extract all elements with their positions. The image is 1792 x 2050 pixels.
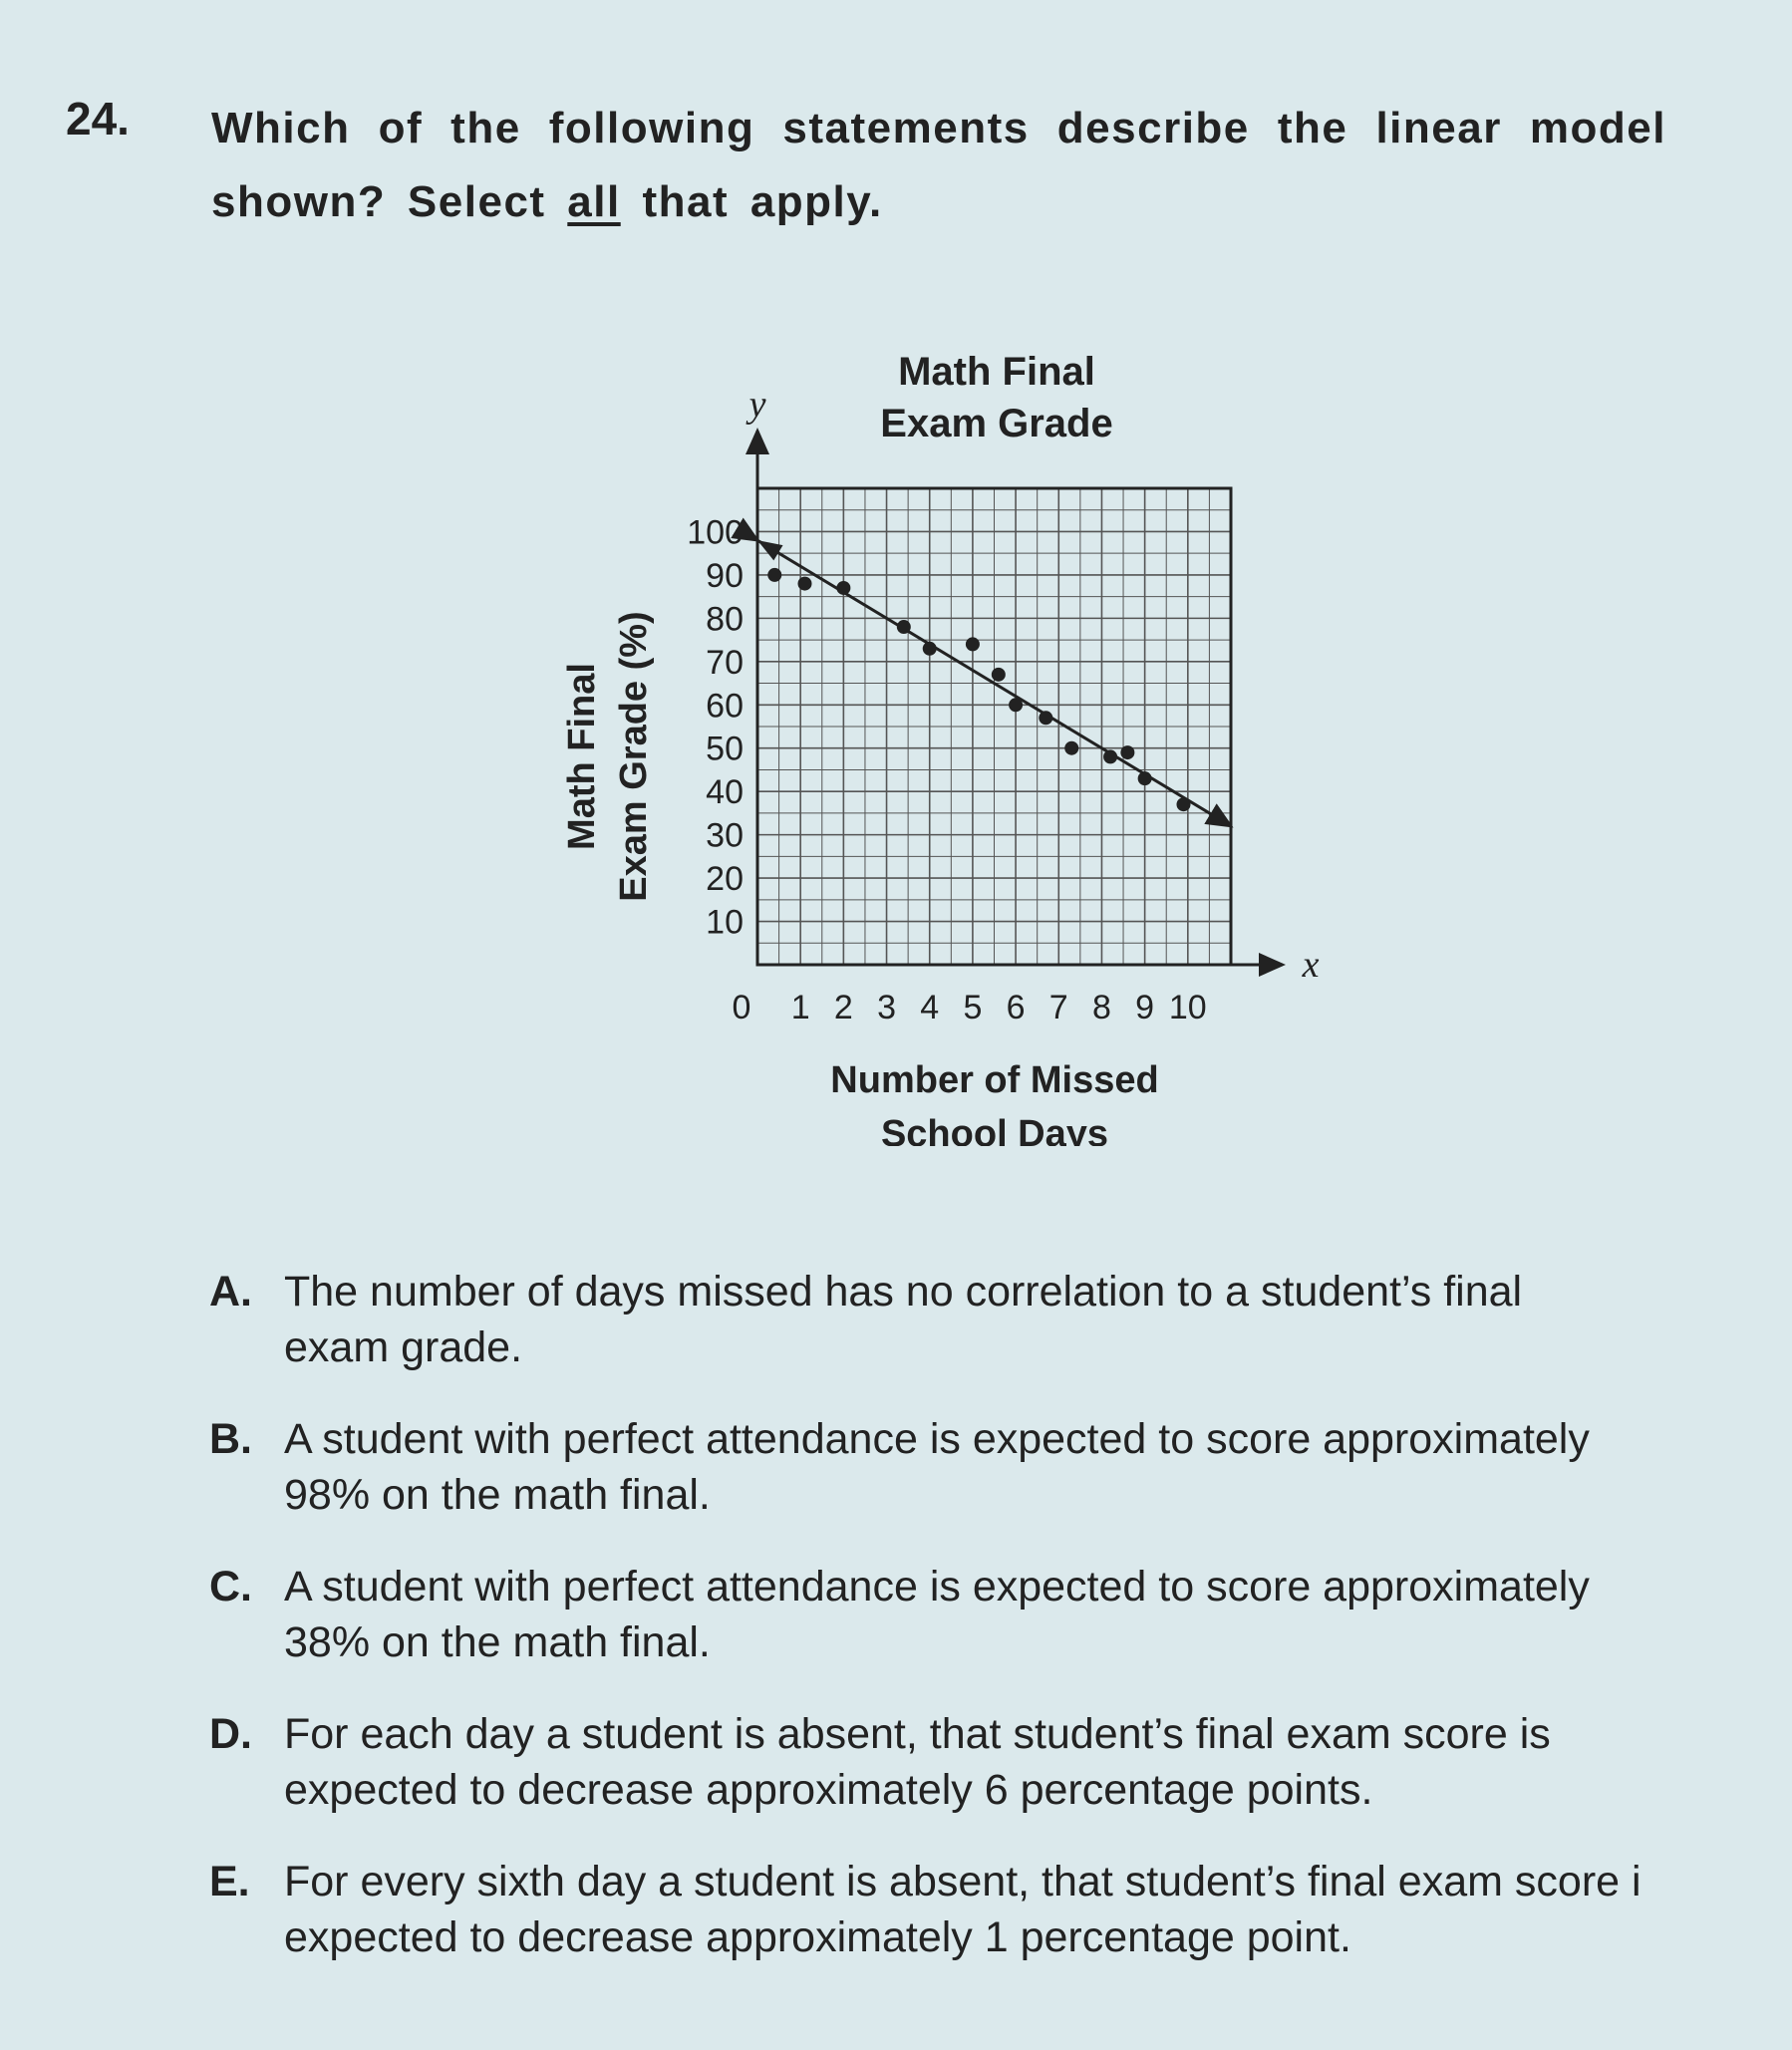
- data-point: [1138, 771, 1152, 785]
- data-point: [1177, 797, 1191, 811]
- y-tick-label: 40: [706, 773, 744, 812]
- y-tick-label: 10: [706, 903, 744, 942]
- y-tick-label: 90: [706, 556, 744, 595]
- choice-text-line: A student with perfect attendance is expected to score approximately: [284, 1563, 1590, 1611]
- y-tick-label: 70: [706, 643, 744, 682]
- choice-text-line: For each day a student is absent, that student’s final exam score is: [284, 1710, 1551, 1758]
- choice-text-line: A student with perfect attendance is expected to score approximately: [284, 1415, 1590, 1463]
- y-axis-label: Math Final: [561, 663, 603, 850]
- data-point: [966, 637, 980, 651]
- y-tick-label: 30: [706, 816, 744, 855]
- x-tick-label: 7: [1048, 989, 1068, 1026]
- choice-text-line: 38% on the math final.: [284, 1618, 711, 1666]
- data-point: [1103, 749, 1117, 763]
- x-tick-label: 10: [1168, 989, 1207, 1026]
- choice-letter: A.: [209, 1268, 252, 1316]
- x-tick-label: 9: [1135, 989, 1155, 1026]
- x-tick-label: 4: [920, 989, 940, 1026]
- choice-d[interactable]: [209, 1706, 1792, 1818]
- x-tick-label: 3: [877, 989, 897, 1026]
- choice-letter: E.: [209, 1858, 250, 1905]
- data-point: [1009, 698, 1023, 712]
- data-point: [1064, 741, 1078, 755]
- data-point: [992, 668, 1006, 682]
- y-axis-variable: y: [748, 384, 766, 426]
- data-point: [767, 568, 781, 582]
- data-point: [923, 642, 937, 656]
- y-axis-label: Exam Grade (%): [613, 611, 655, 902]
- x-tick-label: 1: [790, 989, 810, 1026]
- chart: [0, 329, 1792, 1151]
- choice-text-line: exam grade.: [284, 1323, 523, 1371]
- data-point: [836, 581, 850, 595]
- choice-a[interactable]: [209, 1264, 1792, 1375]
- question-number: 24.: [66, 93, 130, 145]
- question-text-before: Which of the following statements describe the linear model shown? Select: [211, 104, 1666, 226]
- question-text: [211, 92, 1666, 239]
- x-axis-variable: x: [1302, 944, 1320, 986]
- y-tick-label: 100: [687, 513, 744, 552]
- x-tick-label-origin: 0: [732, 989, 751, 1026]
- chart-title: Math Final: [898, 350, 1095, 394]
- answer-choices: [209, 1264, 1792, 2001]
- y-tick-label: 60: [706, 687, 744, 726]
- scatter-chart: [0, 329, 1792, 1146]
- choice-c[interactable]: [209, 1559, 1792, 1670]
- choice-b[interactable]: [209, 1411, 1792, 1523]
- data-point: [798, 577, 812, 591]
- choice-text-line: 98% on the math final.: [284, 1471, 711, 1519]
- choice-letter: C.: [209, 1563, 252, 1611]
- choice-text-line: expected to decrease approximately 1 percentage point.: [284, 1913, 1351, 1961]
- chart-title: Exam Grade: [880, 402, 1113, 445]
- y-tick-label: 50: [706, 730, 744, 768]
- data-point: [1039, 711, 1052, 725]
- choice-letter: D.: [209, 1710, 252, 1758]
- choice-letter: B.: [209, 1415, 252, 1463]
- choice-text-line: The number of days missed has no correlation to a student’s final: [284, 1268, 1523, 1316]
- data-point: [897, 620, 911, 634]
- question-text-underlined: all: [567, 177, 621, 226]
- x-axis-label: Number of Missed: [830, 1059, 1159, 1101]
- y-tick-label: 80: [706, 600, 744, 639]
- choice-e[interactable]: [209, 1854, 1792, 1965]
- choice-text-line: expected to decrease approximately 6 percentage points.: [284, 1766, 1373, 1814]
- x-tick-label: 6: [1006, 989, 1026, 1026]
- y-tick-label: 20: [706, 860, 744, 899]
- question-text-after: that apply.: [620, 177, 883, 226]
- x-tick-label: 5: [963, 989, 983, 1026]
- choice-text-line: For every sixth day a student is absent, that student’s final exam score i: [284, 1858, 1642, 1905]
- x-axis-label: School Days: [880, 1113, 1109, 1146]
- data-point: [1120, 745, 1134, 759]
- x-tick-label: 8: [1091, 989, 1111, 1026]
- x-tick-label: 2: [833, 989, 853, 1026]
